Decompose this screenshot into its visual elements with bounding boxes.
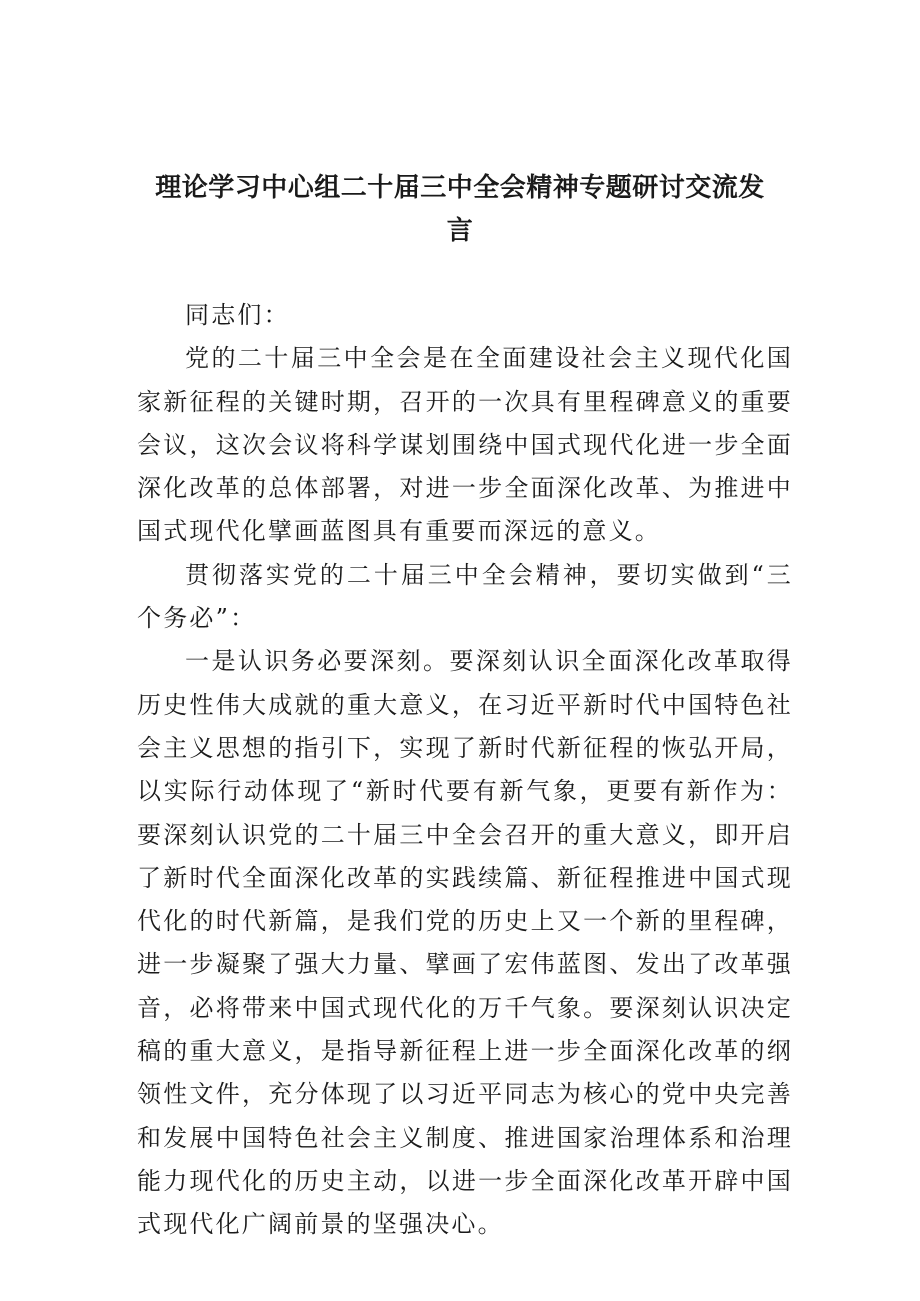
paragraph-intro: 党的二十届三中全会是在全面建设社会主义现代化国家新征程的关键时期，召开的一次具有里程碑意义的重要会议，这次会议将科学谋划围绕中国式现代化进一步全面深化改革的总体部署，对进一步全面深化改革、为推进中国式现代化擘画蓝图具有重要而深远的意义。 bbox=[137, 344, 793, 546]
document-body bbox=[137, 294, 793, 1247]
paragraph-point-one: 一是认识务必要深刻。要深刻认识全面深化改革取得历史性伟大成就的重大意义，在习近平新时代中国特色社会主义思想的指引下，实现了新时代新征程的恢弘开局，以实际行动体现了“新时代要有新气象，更要有新作为：要深刻认识党的二十届三中全会召开的重大意义，即开启了新时代全面深化改革的实践续篇、新征程推进中国式现代化的时代新篇，是我们党的历史上又一个新的里程碑，进一步凝聚了强大力量、擘画了宏伟蓝图、发出了改革强音，必将带来中国式现代化的万千气象。要深刻认识决定稿的重大意义，是指导新征程上进一步全面深化改革的纲领性文件，充分体现了以习近平同志为核心的党中央完善和发展中国特色社会主义制度、推进国家治理体系和治理能力现代化的历史主动，以进一步全面深化改革开辟中国式现代化广阔前景的坚强决心。 bbox=[137, 647, 793, 1239]
salutation: 同志们： bbox=[185, 301, 290, 329]
title-line-1: 理论学习中心组二十届三中全会精神专题研讨交流发 bbox=[155, 173, 765, 203]
paragraph-three-musts: 贯彻落实党的二十届三中全会精神，要切实做到“三个务必”： bbox=[137, 560, 793, 633]
title-line-2: 言 bbox=[446, 216, 474, 246]
document-title bbox=[140, 167, 780, 253]
